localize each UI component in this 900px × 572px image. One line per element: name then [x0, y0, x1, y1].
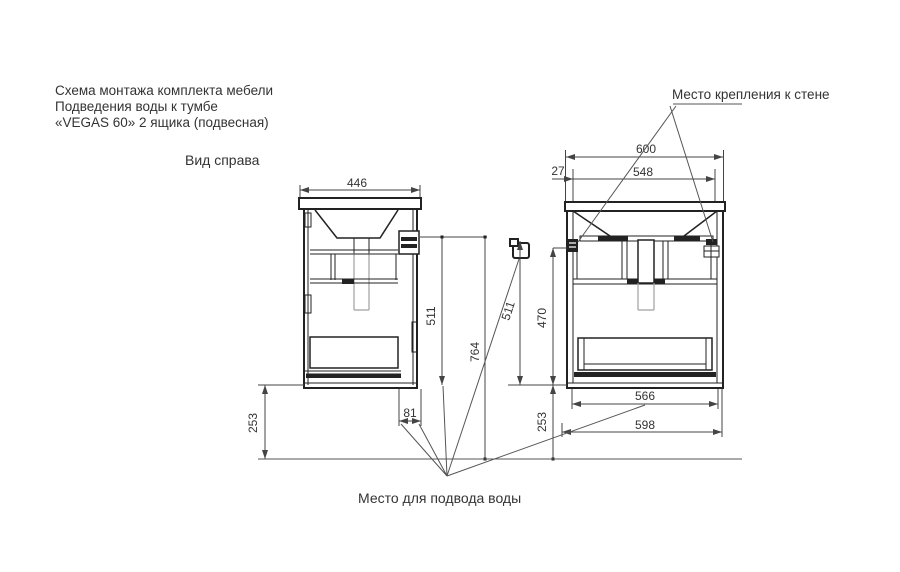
front-drain-pipe: [638, 240, 654, 283]
title-line-1: Схема монтажа комплекта мебели: [55, 83, 274, 98]
dim-bottom-inner-width: 566: [634, 389, 656, 403]
wall-mount-callout: [578, 87, 830, 242]
dim-overall-width: 600: [635, 142, 657, 156]
water-supply-leaders: [401, 259, 645, 476]
dim-side-width: 446: [346, 176, 368, 190]
title-line-2: Подведения воды к тумбе: [55, 99, 218, 114]
front-view: [565, 202, 725, 388]
dim-inner-height: 470: [535, 307, 549, 329]
side-view: [299, 198, 421, 388]
side-drain-pipe: [354, 238, 369, 253]
front-basin: [573, 211, 717, 236]
dim-outlet-height-side: 511: [424, 306, 438, 326]
dim-bottom-clearance-side: 253: [246, 412, 260, 434]
dimensions-front: [499, 142, 724, 461]
front-drain-pipe-hidden: [638, 283, 654, 310]
side-basin: [315, 210, 398, 238]
dim-bottom-clearance-front: 253: [535, 411, 549, 433]
wall-mount-label: Место крепления к стене: [672, 87, 830, 102]
title-line-3: «VEGAS 60» 2 ящика (подвесная): [55, 115, 269, 130]
side-wall-bracket: [399, 231, 419, 254]
side-upper-drawer: [331, 254, 396, 280]
side-drain-pipe-hidden: [354, 253, 369, 310]
dim-total-height: 764: [468, 341, 482, 363]
dim-mount-spacing: 548: [632, 165, 654, 179]
side-view-caption: Вид справа: [185, 152, 260, 168]
dim-bottom-outer-width: 598: [634, 418, 656, 432]
dim-drain-back-offset: 81: [403, 406, 417, 420]
front-wall-bracket-left: [567, 239, 578, 252]
side-lower-drawer: [310, 337, 398, 368]
side-countertop: [299, 198, 421, 209]
water-supply-label: Место для подвода воды: [358, 490, 522, 506]
dim-outlet-height-front: 511: [498, 299, 518, 323]
dimensions-side: [246, 176, 487, 461]
title-block: [55, 83, 273, 168]
front-lower-drawer: [578, 338, 712, 370]
dim-mount-side-offset: 27: [551, 164, 565, 178]
